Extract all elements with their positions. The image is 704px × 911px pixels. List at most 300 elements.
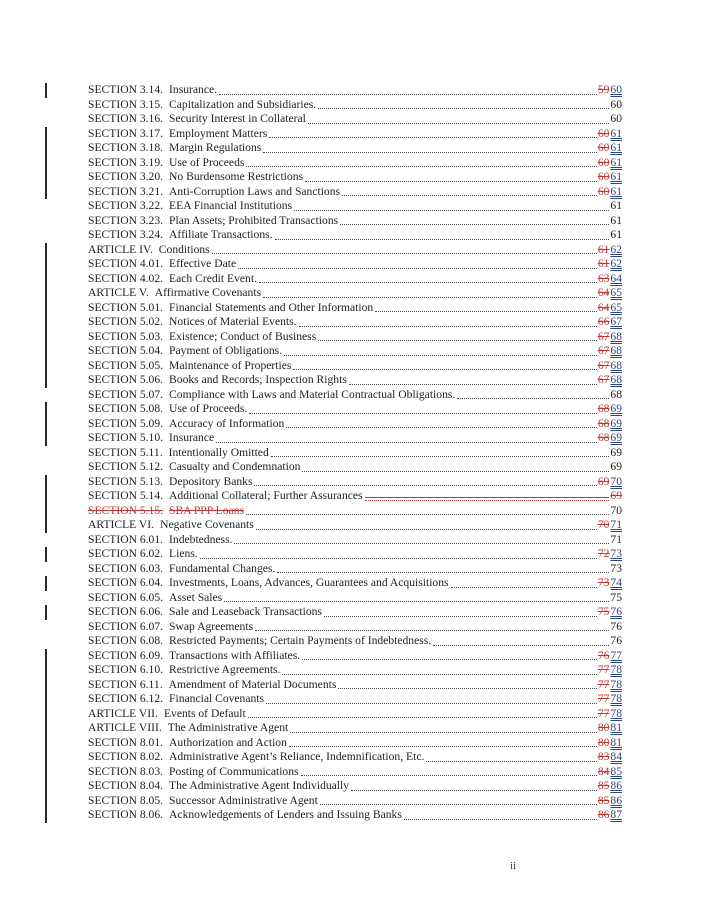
page-number-old: 85 [597,793,610,807]
toc-entry-text[interactable] [88,808,402,823]
toc-entry[interactable] [88,83,622,98]
toc-entry-title: Capitalization and Subsidiaries. [169,97,317,111]
leader-dots [255,630,609,631]
change-bar [45,83,47,98]
toc-entry[interactable] [88,533,622,548]
toc-entry[interactable] [88,475,622,490]
page-number-old: 60 [597,170,610,183]
leader-dots [282,674,596,675]
page-number-new: 68 [610,344,622,357]
leader-dots [269,137,597,138]
page-numbers [598,475,622,490]
page-numbers [598,272,622,287]
toc-entry[interactable] [88,576,622,591]
page-number-old: 83 [597,750,610,763]
page-number: 60 [610,97,622,111]
toc-entry-title: Negative Covenants [160,518,254,531]
toc-entry[interactable] [88,721,622,736]
page-number-old: 73 [597,576,610,589]
page-numbers [610,620,622,635]
change-bar [45,736,47,751]
toc-entry-title: Authorization and Action [169,735,287,749]
change-bar [45,359,47,374]
page-numbers [610,98,622,113]
toc-entry-label: ARTICLE V. [88,286,149,299]
toc-entry-text[interactable] [88,620,253,635]
page-number-old: 67 [597,344,610,357]
toc-entry-label: SECTION 8.04. [88,779,164,792]
toc-entry[interactable] [88,402,622,417]
change-bar [45,141,47,156]
toc-entry-label: SECTION 5.02. [88,315,164,328]
toc-entry-text[interactable] [88,591,222,606]
toc-entry-text[interactable] [88,112,306,127]
toc-entry-text[interactable] [88,301,373,316]
toc-entry-label: SECTION 6.12. [88,692,164,705]
page-number-new: 77 [610,648,622,662]
toc-entry-text[interactable] [88,359,291,374]
toc-entry[interactable] [88,286,622,301]
leader-dots [324,616,597,617]
toc-entry-label: SECTION 5.11. [88,445,163,459]
toc-entry-title: Transactions with Affiliates. [169,648,301,662]
page-numbers [610,634,622,649]
toc-entry-text[interactable] [88,518,254,533]
toc-entry-text[interactable] [88,199,292,214]
change-bar [45,808,47,823]
page-number-old: 69 [610,489,622,502]
page-numbers [598,170,622,185]
toc-entry-title: Amendment of Material Documents [168,677,337,691]
toc-entry-text[interactable] [88,330,316,345]
toc-entry-label: SECTION 6.11. [88,677,163,691]
toc-entry-label: SECTION 6.10. [88,663,164,676]
toc-entry-text[interactable] [88,562,275,577]
toc-entry-text[interactable] [88,98,316,113]
toc-entry-title: Restrictive Agreements. [169,663,281,676]
page-numbers [610,591,622,606]
leader-dots [338,688,596,689]
toc-entry-label: SECTION 5.15. [88,503,164,517]
page-number-old: 60 [597,155,610,169]
toc-entry[interactable] [88,649,622,664]
page-numbers [598,185,622,200]
toc-entry[interactable] [88,417,622,432]
toc-entry-title: Additional Collateral; Further Assurances [169,489,363,502]
page-number-old: 61 [597,242,610,256]
toc-entry[interactable] [88,692,622,707]
toc-entry[interactable] [88,620,622,635]
page-number-new: 65 [610,286,622,299]
toc-entry-label: SECTION 5.03. [88,329,164,343]
toc-entry[interactable] [88,605,622,620]
page-number-new: 61 [610,170,622,183]
toc-entry[interactable] [88,170,622,185]
toc-entry-label: SECTION 6.06. [88,605,164,618]
page-number-new: 62 [610,257,622,270]
toc-entry-title: Accuracy of Information [169,416,285,430]
toc-entry-title: Swap Agreements [169,619,254,633]
toc-entry-text[interactable] [88,286,261,301]
toc-entry-label: ARTICLE VII. [88,706,158,720]
leader-dots [302,471,609,472]
toc-entry-text[interactable] [88,692,264,707]
toc-entry-text[interactable] [88,707,246,722]
leader-dots [294,210,609,211]
page-number-new: 69 [610,431,622,444]
page-numbers [598,359,622,374]
leader-dots [271,456,610,457]
toc-entry[interactable] [88,707,622,722]
toc-entry-text[interactable] [88,750,424,765]
toc-entry-title: Existence; Conduct of Business [169,329,317,343]
change-bar [45,750,47,765]
toc-entry-text[interactable] [88,576,449,591]
toc-entry-title: Administrative Agent’s Reliance, Indemnification, Etc. [169,750,425,763]
toc-entry-label: SECTION 5.13. [88,474,164,488]
toc-entry-title: Asset Sales [169,590,223,604]
toc-entry-label: SECTION 5.10. [88,431,164,444]
change-bar [45,794,47,809]
page-numbers [598,750,622,765]
change-bar [45,185,47,200]
change-bar [45,765,47,780]
toc-entry-text[interactable] [88,243,210,258]
toc-entry-label: SECTION 3.20. [88,170,164,183]
leader-dots [351,790,597,791]
toc-entry-text[interactable] [88,344,282,359]
toc-entry-title: Anti-Corruption Laws and Sanctions [169,184,341,198]
toc-entry[interactable] [88,301,622,316]
toc-entry-text[interactable] [88,779,349,794]
toc-entry[interactable] [88,330,622,345]
page-numbers [598,736,622,751]
toc-entry[interactable] [88,344,622,359]
toc-entry-title: Sale and Leaseback Transactions [169,605,322,618]
toc-entry-text[interactable] [88,141,261,156]
toc-entry[interactable] [88,156,622,171]
toc-entry-text[interactable] [88,402,247,417]
page-numbers [598,605,622,620]
toc-entry[interactable] [88,779,622,794]
page-number-old: 69 [597,474,610,488]
page-number-old: 60 [597,141,610,154]
toc-entry[interactable] [88,460,622,475]
page-numbers [598,765,622,780]
page-number-old: 61 [597,257,610,270]
toc-entry[interactable] [88,678,622,693]
toc-entry-text[interactable] [88,417,284,432]
toc-entry-text[interactable] [88,547,198,562]
leader-dots [289,746,597,747]
toc-entry-title: Books and Records; Inspection Rights [169,373,347,386]
toc-entry[interactable] [88,663,622,678]
toc-entry-label: SECTION 6.09. [88,648,164,662]
page-number-old: 70 [597,518,610,531]
toc-entry-text[interactable] [88,431,214,446]
toc-entry[interactable] [88,591,622,606]
page-number-old: 85 [597,779,610,792]
change-bar [45,547,47,562]
leader-dots [234,543,609,544]
toc-entry-text[interactable] [88,388,455,403]
toc-entry-label: SECTION 3.22. [88,199,164,212]
toc-entry-label: SECTION 8.01. [88,735,164,749]
toc-entry[interactable] [88,765,622,780]
page-number-old: 67 [597,358,610,372]
change-bar [45,605,47,620]
leader-dots [275,239,610,240]
toc-entry-text[interactable] [88,83,217,98]
leader-dots [254,485,596,486]
toc-entry-title: Conditions [158,242,210,256]
leader-dots [290,732,597,733]
toc-entry-text[interactable] [88,605,322,620]
leader-dots [246,166,596,167]
page-number-old: 77 [597,663,610,676]
toc-entry[interactable] [88,141,622,156]
toc-entry-text[interactable] [88,736,287,751]
page-numbers [598,344,622,359]
toc-entry-label: SECTION 3.14. [88,83,164,96]
toc-entry-title: Each Credit Event. [169,271,257,285]
leader-dots [266,703,597,704]
leader-dots [375,311,597,312]
toc-entry[interactable] [88,547,622,562]
leader-dots [404,819,597,820]
page-number-old: 67 [597,329,610,343]
toc-entry-label: SECTION 6.01. [88,532,164,546]
change-bar [45,272,47,287]
toc-entry[interactable] [88,504,622,519]
page-number: 75 [610,590,622,604]
toc-entry-text[interactable] [88,228,273,243]
page-number-new: 86 [610,793,622,807]
toc-entry-text[interactable] [88,446,269,461]
toc-entry[interactable] [88,199,622,214]
toc-entry-text[interactable] [88,504,244,519]
toc-entry[interactable] [88,446,622,461]
page-numbers [610,460,622,475]
toc-entry-title: Plan Assets; Prohibited Transactions [169,213,339,227]
page-numbers [598,83,622,98]
leader-dots [305,181,597,182]
leader-dots [451,587,597,588]
page-number-new: 85 [610,764,622,778]
page-number-new: 61 [610,126,622,140]
toc-entry-title: Acknowledgements of Lenders and Issuing Banks [169,808,402,821]
toc-entry-text[interactable] [88,156,244,171]
toc-entry-title: Restricted Payments; Certain Payments of Indebtedness. [169,634,432,647]
toc-entry-label: SECTION 6.07. [88,619,164,633]
toc-list [88,83,622,823]
toc-entry-title: Notices of Material Events. [169,315,297,328]
toc-entry-label: SECTION 6.03. [88,561,164,575]
page-number-old: 63 [597,271,610,285]
page-number: 71 [610,532,622,546]
page-number: 70 [610,503,622,517]
page-number: 76 [610,634,622,647]
page-numbers [610,562,622,577]
toc-entry[interactable] [88,98,622,113]
toc-entry-text[interactable] [88,678,336,693]
toc-entry[interactable] [88,257,622,272]
toc-entry-title: Successor Administrative Agent [169,793,318,807]
toc-entry[interactable] [88,562,622,577]
toc-entry-title: Use of Proceeds. [169,402,248,415]
change-bar [45,721,47,736]
toc-entry-label: SECTION 5.08. [88,402,164,415]
leader-dots [256,529,597,530]
toc-entry[interactable] [88,750,622,765]
leader-dots [238,268,597,269]
page-number-new: 68 [610,329,622,343]
page-numbers [610,214,622,229]
leader-dots [224,601,609,602]
toc-entry[interactable] [88,489,622,504]
page-number-old: 67 [597,373,610,386]
toc-entry-text[interactable] [88,315,297,330]
toc-entry-text[interactable] [88,170,303,185]
page-numbers [598,779,622,794]
toc-entry-label: SECTION 3.18. [88,141,164,154]
leader-dots [219,94,597,95]
page-numbers [610,446,622,461]
toc-entry[interactable] [88,243,622,258]
toc-entry-text[interactable] [88,185,340,200]
leader-dots [248,717,597,718]
toc-entry-title: Use of Proceeds [169,155,245,169]
leader-dots [349,384,597,385]
page-number-new: 64 [610,271,622,285]
toc-entry[interactable] [88,127,622,142]
leader-dots [249,413,597,414]
toc-entry-text[interactable] [88,272,257,287]
leader-dots [426,761,596,762]
leader-dots [286,427,597,428]
toc-entry-title: Employment Matters [169,126,268,140]
toc-entry-text[interactable] [88,460,300,475]
toc-entry-label: SECTION 3.17. [88,126,164,140]
leader-dots [216,442,597,443]
toc-entry-title: Intentionally Omitted [168,445,269,459]
leader-dots [365,500,610,501]
toc-entry[interactable] [88,228,622,243]
toc-entry-label: SECTION 8.05. [88,793,164,807]
toc-entry-text[interactable] [88,794,318,809]
toc-entry-text[interactable] [88,721,288,736]
toc-entry-text[interactable] [88,214,338,229]
toc-entry-title: Insurance. [169,83,218,96]
toc-entry-text[interactable] [88,373,347,388]
page-number-old: 80 [597,735,610,749]
leader-dots [200,558,597,559]
toc-entry[interactable] [88,736,622,751]
toc-entry[interactable] [88,634,622,649]
change-bar [45,779,47,794]
toc-entry[interactable] [88,359,622,374]
change-bar [45,649,47,664]
toc-entry[interactable] [88,272,622,287]
toc-entry[interactable] [88,518,622,533]
leader-dots [433,645,609,646]
toc-entry-text[interactable] [88,634,431,649]
toc-entry-title: Effective Date [169,257,237,270]
toc-entry[interactable] [88,214,622,229]
change-bar [45,156,47,171]
page-number-new: 62 [610,242,622,256]
toc-entry-text[interactable] [88,649,300,664]
toc-entry-title: Security Interest in Collateral [169,112,306,125]
toc-entry[interactable] [88,794,622,809]
page-numbers [598,547,622,562]
toc-entry-title: No Burdensome Restrictions [169,170,304,183]
toc-entry-title: Depository Banks [169,474,253,488]
page-number: 68 [610,387,622,401]
toc-entry-text[interactable] [88,765,299,780]
page-numbers [598,402,622,417]
toc-entry-label: SECTION 5.05. [88,358,164,372]
page-numbers [598,431,622,446]
page-number-old: 72 [597,547,610,560]
toc-entry-label: SECTION 5.14. [88,489,164,502]
toc-entry[interactable] [88,315,622,330]
toc-entry[interactable] [88,388,622,403]
toc-entry-label: SECTION 4.02. [88,271,164,285]
toc-entry-text[interactable] [88,257,236,272]
leader-dots [308,123,610,124]
toc-entry-text[interactable] [88,489,363,504]
page-number-new: 60 [610,83,622,96]
page-numbers [598,257,622,272]
page-numbers [598,663,622,678]
change-bar [45,576,47,591]
leader-dots [212,253,597,254]
toc-entry[interactable] [88,431,622,446]
toc-entry-label: ARTICLE VIII. [88,721,162,734]
toc-entry-text[interactable] [88,533,232,548]
toc-entry[interactable] [88,185,622,200]
page-number-old: 59 [597,83,610,96]
leader-dots [284,355,597,356]
toc-entry-label: SECTION 3.16. [88,112,164,125]
toc-entry-title: Indebtedness. [169,532,233,546]
page-number-new: 69 [610,416,622,430]
toc-entry[interactable] [88,808,622,823]
page-number-new: 87 [610,808,622,821]
toc-entry-label: SECTION 4.01. [88,257,164,270]
page-numbers [598,692,622,707]
page-number-old: 76 [597,648,610,662]
page-number: 69 [610,460,622,473]
toc-entry[interactable] [88,373,622,388]
page-numbers [598,417,622,432]
page-numbers [598,315,622,330]
page-number-new: 68 [610,373,622,386]
toc-entry-text[interactable] [88,663,280,678]
page-number-new: 73 [610,547,622,560]
toc-entry[interactable] [88,112,622,127]
page-numbers [598,707,622,722]
change-bar [45,663,47,678]
toc-entry-label: SECTION 6.05. [88,590,164,604]
page-numbers [610,228,622,243]
page-number: 61 [610,199,622,212]
page-number-new: 78 [610,663,622,676]
toc-entry-text[interactable] [88,127,267,142]
page-number-old: 68 [597,431,610,444]
toc-entry-text[interactable] [88,475,252,490]
